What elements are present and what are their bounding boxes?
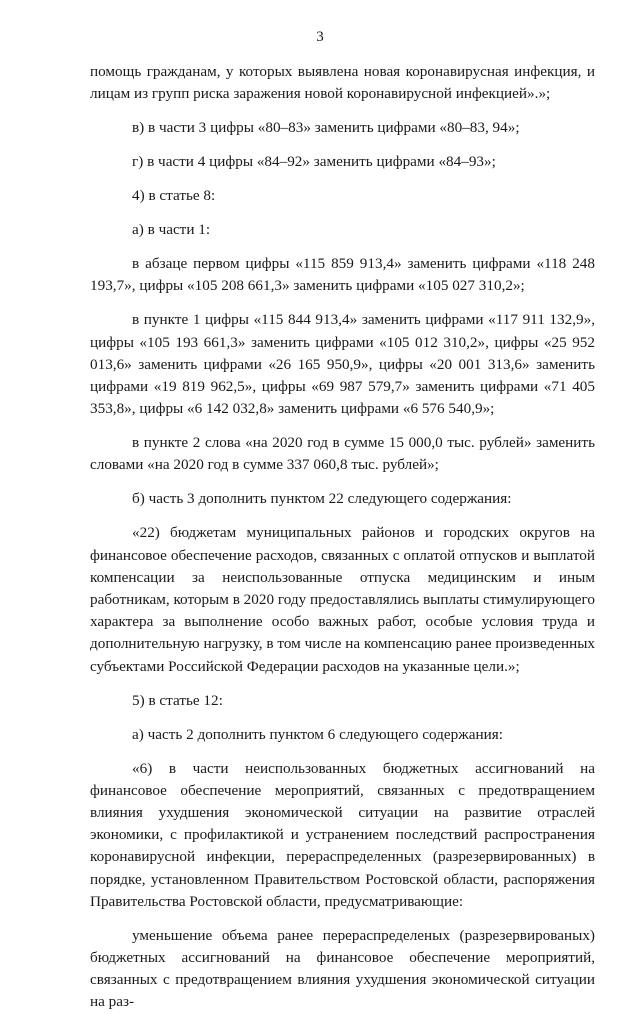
paragraph-reduction: уменьшение объема ранее перераспределеных (разрезервированых) бюджетных ассигнований на финансовое обеспечение мероприятий, связанных с предотвращением влияния ухудшения экономической ситуации на раз-: [90, 926, 595, 1011]
paragraph-part-1: а) в части 1:: [132, 221, 211, 239]
paragraph-item-v: в) в части 3 цифры «80–83» заменить цифрами «80–83, 94»;: [132, 119, 520, 137]
paragraph-article-12: 5) в статье 12:: [132, 691, 223, 709]
paragraph-point-22: «22) бюджетам муниципальных районов и городских округов на финансовое обеспечение расходов, связанных с оплатой отпусков и выплатой компенсации за неиспользованные отпуска медицинским и иным работникам, которым в 2020 году предоставлялись выплаты стимулирующего характера за выполнение особо важных работ, особые условия труда и дополнительную нагрузку, в том числе на компенсацию ранее произведенных субъектами Российской Федерации расходов на указанные цели.»;: [90, 524, 595, 675]
paragraph-point-2: в пункте 2 слова «на 2020 год в сумме 15 000,0 тыс. рублей» заменить словами «на 2020 год в сумме 337 060,8 тыс. рублей»;: [90, 434, 595, 474]
paragraph-continuation: помощь гражданам, у которых выявлена новая коронавирусная инфекция, и лицам из групп риска заражения новой коронавирусной инфекцией».»;: [90, 63, 595, 103]
document-body: [90, 61, 595, 1014]
paragraph-item-g: г) в части 4 цифры «84–92» заменить цифрами «84–93»;: [132, 153, 496, 171]
paragraph-point-6: «6) в части неиспользованных бюджетных ассигнований на финансовое обеспечение мероприятий, связанных с предотвращением влияния ухудшения экономической ситуации на развитие отраслей экономики, с профилактикой и устранением последствий распространения коронавирусной инфекции, перераспределенных (разрезервированных) в порядке, установленном Правительством Ростовской области, распоряжения Правительства Ростовской области, предусматривающие:: [90, 759, 595, 910]
page-number: 3: [316, 29, 324, 45]
paragraph-first-indent: в абзаце первом цифры «115 859 913,4» заменить цифрами «118 248 193,7», цифры «105 208 661,3» заменить цифрами «105 027 310,2»;: [90, 255, 595, 295]
paragraph-point-1: в пункте 1 цифры «115 844 913,4» заменить цифрами «117 911 132,9», цифры «105 193 661,3» заменить цифрами «105 012 310,2», цифры «25 952 013,6» заменить цифрами «26 165 950,9», цифры «20 001 313,6» заменить цифрами «19 819 962,5», цифры «69 987 579,7» заменить цифрами «71 405 353,8», цифры «6 142 032,8» заменить цифрами «6 576 540,9»;: [90, 311, 595, 418]
paragraph-part-3: б) часть 3 дополнить пунктом 22 следующего содержания:: [132, 490, 512, 508]
paragraph-article-8: 4) в статье 8:: [132, 187, 216, 205]
paragraph-part-2: а) часть 2 дополнить пунктом 6 следующего содержания:: [132, 725, 503, 743]
